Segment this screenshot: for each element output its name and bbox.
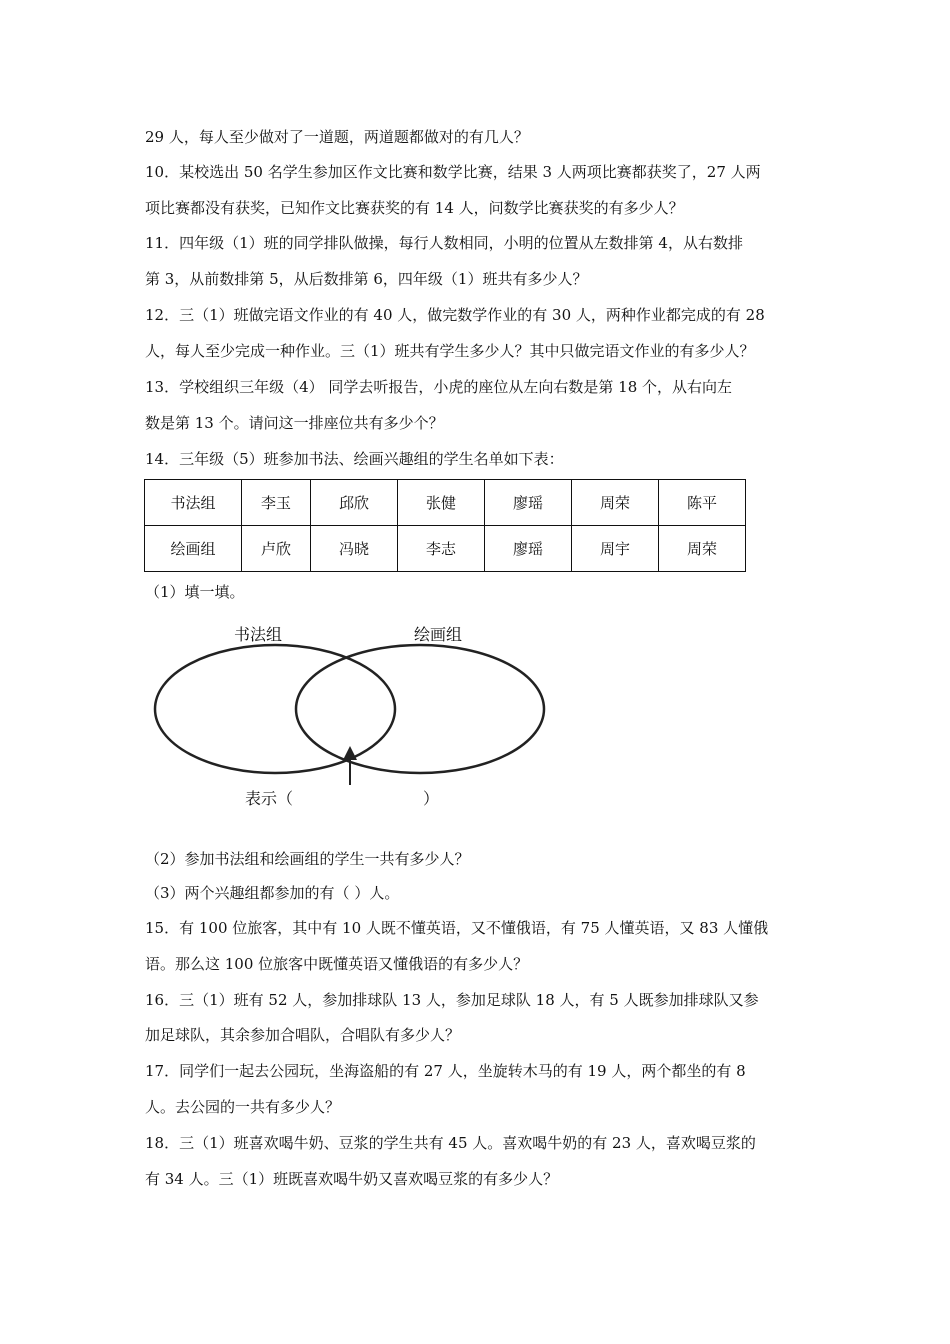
table-cell: 书法组 (145, 480, 242, 526)
table-cell: 李玉 (242, 480, 311, 526)
text-line: 12．三（1）班做完语文作业的有 40 人，做完数学作业的有 30 人，两种作业都完成的有 28 (145, 306, 765, 324)
table-cell: 廖瑶 (485, 526, 572, 572)
text-line: 人。去公园的一共有多少人？ (145, 1098, 341, 1116)
table-cell: 陈平 (659, 480, 746, 526)
arrow-head-icon (343, 746, 357, 760)
venn-right-label: 绘画组 (414, 625, 463, 644)
text-line: 语。那么这 100 位旅客中既懂英语又懂俄语的有多少人？ (145, 955, 529, 973)
text-line: 有 34 人。三（1）班既喜欢喝牛奶又喜欢喝豆浆的有多少人？ (145, 1170, 559, 1188)
text-line: 13．学校组织三年级（4） 同学去听报告，小虎的座位从左向右数是第 18 个，从右向左 (145, 378, 733, 396)
table-cell: 周宇 (572, 526, 659, 572)
text-line: 10．某校选出 50 名学生参加区作文比赛和数学比赛，结果 3 人两项比赛都获奖了，27 人两 (145, 163, 761, 181)
text-line: 加足球队，其余参加合唱队，合唱队有多少人？ (145, 1026, 461, 1044)
table-cell: 卢欣 (242, 526, 311, 572)
text-line: 15．有 100 位旅客，其中有 10 人既不懂英语，又不懂俄语，有 75 人懂英语，又 83 人懂俄 (145, 919, 769, 937)
table-cell: 张健 (398, 480, 485, 526)
text-line: 18．三（1）班喜欢喝牛奶、豆浆的学生共有 45 人。喜欢喝牛奶的有 23 人，喜欢喝豆浆的 (145, 1134, 756, 1152)
text-line: 16．三（1）班有 52 人，参加排球队 13 人，参加足球队 18 人，有 5 人既参加排球队又参 (145, 991, 759, 1009)
sub-question: （1）填一填。 (145, 583, 245, 601)
venn-caption-open: 表示（ (245, 789, 294, 808)
table-cell: 周荣 (572, 480, 659, 526)
table-cell: 冯晓 (311, 526, 398, 572)
venn-left-label: 书法组 (234, 625, 283, 644)
text-line: 17．同学们一起去公园玩，坐海盗船的有 27 人，坐旋转木马的有 19 人，两个都坐的有 8 (145, 1062, 746, 1080)
text-line: 人，每人至少完成一种作业。三（1）班共有学生多少人？其中只做完语文作业的有多少人？ (145, 342, 755, 360)
table-cell: 邱欣 (311, 480, 398, 526)
text-line: 项比赛都没有获奖，已知作文比赛获奖的有 14 人，问数学比赛获奖的有多少人？ (145, 199, 684, 217)
text-line: 14．三年级（5）班参加书法、绘画兴趣组的学生名单如下表： (145, 450, 564, 468)
table-cell: 廖瑶 (485, 480, 572, 526)
text-line: （3）两个兴趣组都参加的有（ ）人。 (145, 884, 400, 902)
text-line: 数是第 13 个。请问这一排座位共有多少个？ (145, 414, 444, 432)
table-cell: 周荣 (659, 526, 746, 572)
painting-ellipse (296, 645, 544, 773)
calligraphy-ellipse (155, 645, 395, 773)
table-cell: 李志 (398, 526, 485, 572)
text-line: 29 人，每人至少做对了一道题，两道题都做对的有几人？ (145, 128, 529, 146)
text-line: 11．四年级（1）班的同学排队做操，每行人数相同，小明的位置从左数排第 4，从右数排 (145, 234, 743, 252)
venn-caption-close: ） (423, 789, 440, 808)
text-line: 第 3，从前数排第 5，从后数排第 6，四年级（1）班共有多少人？ (145, 270, 588, 288)
table-cell: 绘画组 (145, 526, 242, 572)
text-line: （2）参加书法组和绘画组的学生一共有多少人？ (145, 850, 470, 868)
